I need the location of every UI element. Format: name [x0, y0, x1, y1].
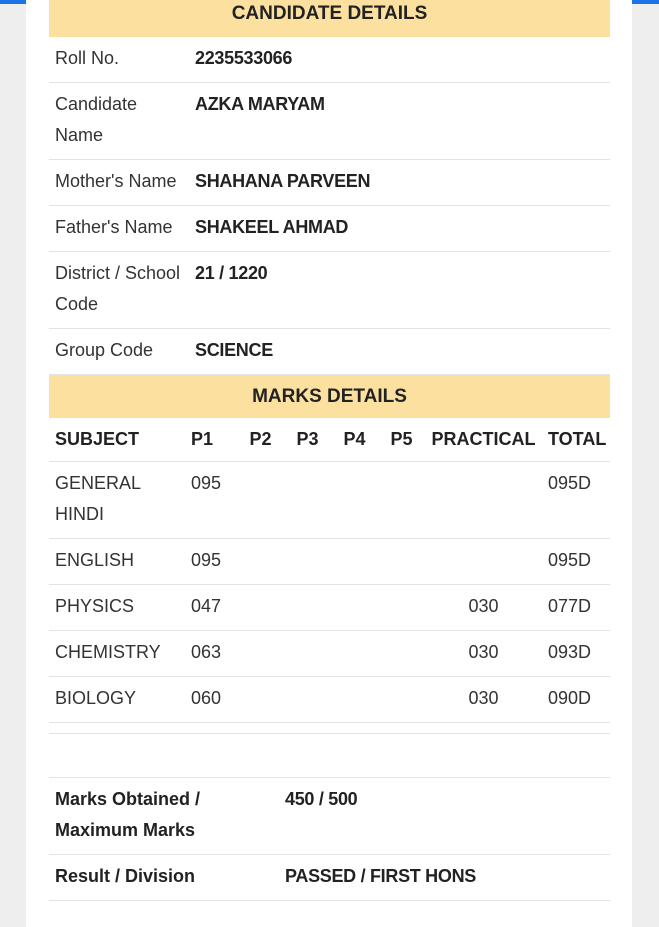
- result-division-value: PASSED / FIRST HONS: [285, 855, 610, 901]
- table-row: [49, 677, 610, 723]
- p1-cell: 060: [185, 677, 237, 723]
- candidate-row-father-name: [49, 206, 610, 252]
- p1-cell: 063: [185, 631, 237, 677]
- column-header-p1: P1: [185, 418, 237, 462]
- summary-row-marks: [49, 778, 610, 855]
- marks-header-row: [49, 418, 610, 462]
- p3-cell: [284, 585, 331, 631]
- candidate-label: Candidate Name: [49, 83, 195, 160]
- candidate-value: SCIENCE: [195, 329, 610, 375]
- candidate-value: SHAKEEL AHMAD: [195, 206, 610, 252]
- column-header-subject: SUBJECT: [49, 418, 185, 462]
- practical-cell: 030: [425, 631, 542, 677]
- p5-cell: [378, 462, 425, 539]
- candidate-value: 21 / 1220: [195, 252, 610, 329]
- candidate-row-name: [49, 83, 610, 160]
- p1-cell: 095: [185, 462, 237, 539]
- p2-cell: [237, 631, 284, 677]
- subject-cell: ENGLISH: [49, 539, 185, 585]
- table-row: [49, 631, 610, 677]
- table-row: [49, 462, 610, 539]
- candidate-row-mother-name: [49, 160, 610, 206]
- p1-cell: 095: [185, 539, 237, 585]
- summary-row-result: [49, 855, 610, 901]
- candidate-row-group-code: [49, 329, 610, 375]
- p3-cell: [284, 539, 331, 585]
- subject-cell: GENERAL HINDI: [49, 462, 185, 539]
- p4-cell: [331, 462, 378, 539]
- p3-cell: [284, 677, 331, 723]
- empty-cell: [49, 723, 610, 734]
- candidate-label: District / School Code: [49, 252, 195, 329]
- section-spacer: [49, 734, 610, 778]
- column-header-p3: P3: [284, 418, 331, 462]
- table-row: [49, 539, 610, 585]
- summary-table: [49, 778, 610, 901]
- candidate-label: Mother's Name: [49, 160, 195, 206]
- marks-details-heading: MARKS DETAILS: [49, 375, 610, 418]
- result-content: [49, 0, 610, 901]
- p5-cell: [378, 677, 425, 723]
- p3-cell: [284, 631, 331, 677]
- p4-cell: [331, 539, 378, 585]
- practical-cell: [425, 462, 542, 539]
- p4-cell: [331, 631, 378, 677]
- candidate-details-table: [49, 37, 610, 375]
- candidate-value: AZKA MARYAM: [195, 83, 610, 160]
- candidate-label: Group Code: [49, 329, 195, 375]
- practical-cell: 030: [425, 585, 542, 631]
- p5-cell: [378, 631, 425, 677]
- candidate-row-school-code: [49, 252, 610, 329]
- total-cell: 077D: [542, 585, 610, 631]
- column-header-practical: PRACTICAL: [425, 418, 542, 462]
- column-header-p2: P2: [237, 418, 284, 462]
- candidate-row-roll-no: [49, 37, 610, 83]
- candidate-label: Roll No.: [49, 37, 195, 83]
- practical-cell: [425, 539, 542, 585]
- p2-cell: [237, 585, 284, 631]
- p2-cell: [237, 677, 284, 723]
- practical-cell: 030: [425, 677, 542, 723]
- p3-cell: [284, 462, 331, 539]
- p1-cell: 047: [185, 585, 237, 631]
- total-cell: 090D: [542, 677, 610, 723]
- empty-row: [49, 723, 610, 734]
- result-division-label: Result / Division: [49, 855, 285, 901]
- candidate-value: 2235533066: [195, 37, 610, 83]
- column-header-p5: P5: [378, 418, 425, 462]
- total-cell: 095D: [542, 462, 610, 539]
- candidate-value: SHAHANA PARVEEN: [195, 160, 610, 206]
- total-cell: 093D: [542, 631, 610, 677]
- total-cell: 095D: [542, 539, 610, 585]
- result-card: [26, 0, 632, 927]
- p4-cell: [331, 585, 378, 631]
- p5-cell: [378, 539, 425, 585]
- subject-cell: CHEMISTRY: [49, 631, 185, 677]
- candidate-details-heading: CANDIDATE DETAILS: [49, 0, 610, 37]
- p4-cell: [331, 677, 378, 723]
- marks-obtained-label: Marks Obtained / Maximum Marks: [49, 778, 285, 855]
- p2-cell: [237, 462, 284, 539]
- subject-cell: PHYSICS: [49, 585, 185, 631]
- marks-table: [49, 418, 610, 734]
- column-header-total: TOTAL: [542, 418, 610, 462]
- subject-cell: BIOLOGY: [49, 677, 185, 723]
- column-header-p4: P4: [331, 418, 378, 462]
- table-row: [49, 585, 610, 631]
- p2-cell: [237, 539, 284, 585]
- marks-obtained-value: 450 / 500: [285, 778, 610, 855]
- candidate-label: Father's Name: [49, 206, 195, 252]
- p5-cell: [378, 585, 425, 631]
